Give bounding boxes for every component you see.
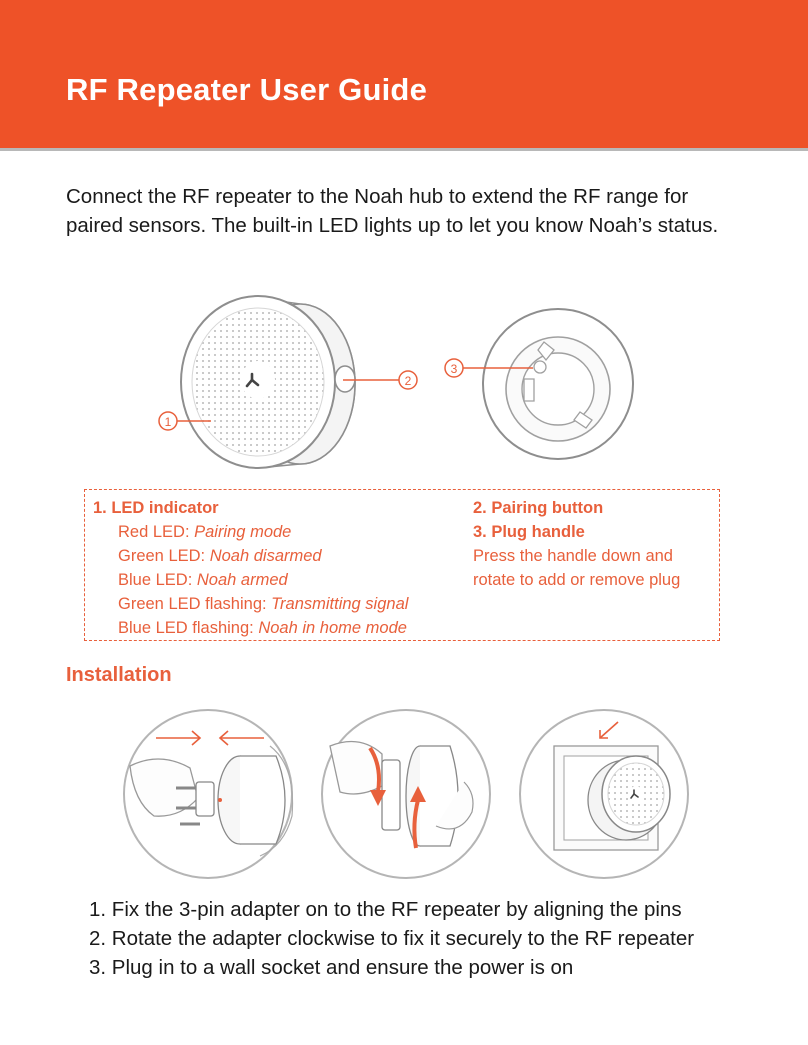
pairing-button-illustration: [335, 366, 355, 392]
led-item-label: Green LED:: [118, 547, 210, 565]
led-item-blue: [93, 568, 408, 592]
step-3-illustration: [520, 710, 688, 878]
installation-heading: Installation: [66, 664, 172, 686]
installation-step: 1. Fix the 3-pin adapter on to the RF repeater by aligning the pins: [89, 898, 682, 921]
plug-handle-illustration: [534, 361, 546, 373]
installation-step: 3. Plug in to a wall socket and ensure the power is on: [89, 956, 574, 979]
installation-step: 2. Rotate the adapter clockwise to fix it securely to the RF repeater: [89, 927, 695, 950]
led-item-label: Blue LED flashing:: [118, 619, 259, 637]
installation-steps: [89, 895, 694, 982]
callout-3-label: 3: [450, 362, 458, 376]
led-item-green-flashing: [93, 592, 408, 616]
intro-paragraph: Connect the RF repeater to the Noah hub to extend the RF range for paired sensors. The built-in LED lights up to let you know Noah’s status.: [66, 185, 719, 237]
led-item-red: [93, 520, 408, 544]
button-handle-legend: [473, 496, 680, 592]
led-item-green: [93, 544, 408, 568]
led-item-value: Transmitting signal: [271, 595, 409, 613]
led-item-label: Green LED flashing:: [118, 595, 272, 613]
led-item-label: Blue LED:: [118, 571, 197, 589]
led-item-value: Noah armed: [196, 571, 288, 589]
step-1-illustration: [124, 710, 293, 878]
plug-handle-description-line-1: Press the handle down and: [473, 547, 673, 565]
led-item-value: Noah disarmed: [209, 547, 322, 565]
pairing-button-heading: 2. Pairing button: [473, 499, 604, 517]
plug-handle-heading: 3. Plug handle: [473, 523, 585, 541]
legend-box: [84, 489, 720, 641]
plug-handle-description-line-2: rotate to add or remove plug: [473, 571, 681, 589]
page-title: RF Repeater User Guide: [66, 72, 428, 107]
installation-illustrations: [120, 706, 692, 884]
repeater-front-illustration: [181, 296, 355, 468]
led-indicator-legend: [93, 496, 408, 640]
led-indicator-heading: 1. LED indicator: [93, 499, 219, 517]
led-item-blue-flashing: [93, 616, 408, 640]
led-item-value: Pairing mode: [194, 523, 292, 541]
callout-2-label: 2: [404, 374, 412, 388]
product-diagram: [140, 286, 660, 476]
led-item-value: Noah in home mode: [258, 619, 407, 637]
led-item-label: Red LED:: [118, 523, 195, 541]
repeater-back-illustration: [483, 309, 633, 459]
callout-1-label: 1: [164, 415, 172, 429]
step-2-illustration: [322, 710, 490, 878]
header-banner: [0, 0, 808, 151]
